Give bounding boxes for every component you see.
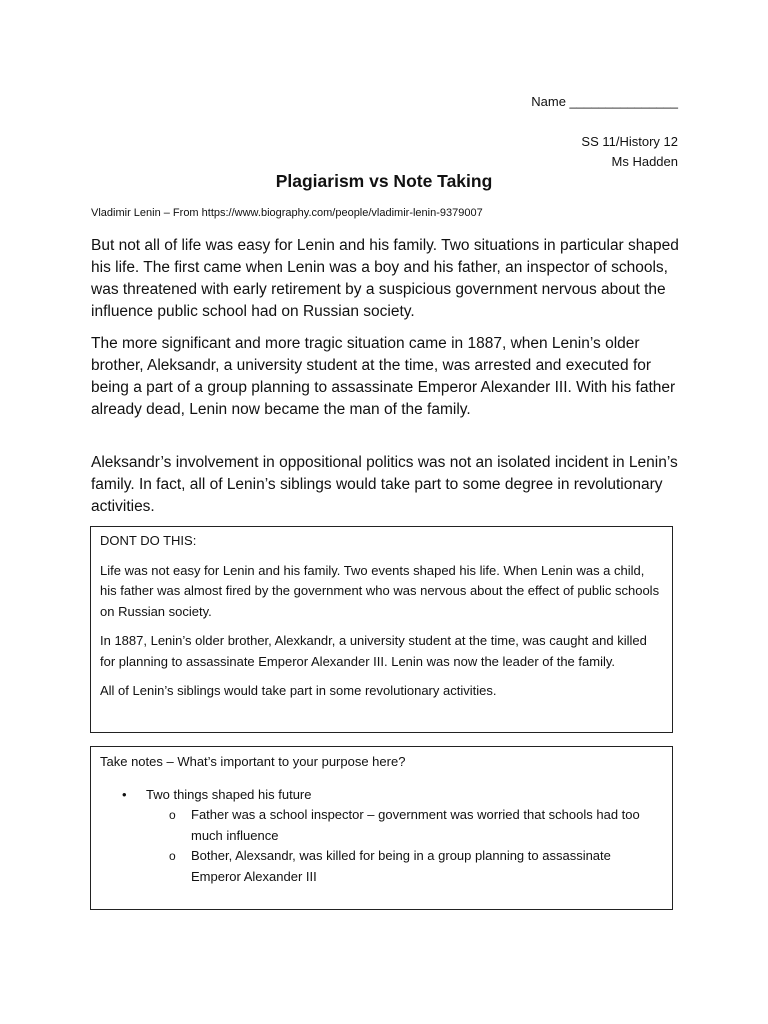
student-name-line: Name _______________ xyxy=(531,94,678,109)
bullet-icon: • xyxy=(122,786,127,802)
passage-paragraph-2: The more significant and more tragic situation came in 1887, when Lenin’s older brother, Aleksandr, a university student at the time, was arrested and executed for being a part of a group planning to assassinate Emperor Alexander III. With his father already dead, Lenin now became the man of the family. xyxy=(91,335,676,418)
passage-paragraph-1: But not all of life was easy for Lenin and his family. Two situations in particular shaped his life. The first came when Lenin was a boy and his father, an inspector of schools, was threatened with early retirement by a suspicious government nervous about the influence public school had on Russian society. xyxy=(91,237,679,320)
notes-subitem xyxy=(100,846,663,887)
circle-bullet-icon: o xyxy=(169,849,176,863)
notes-box-heading: Take notes – What’s important to your purpose here? xyxy=(100,754,406,769)
passage-paragraph-3: Aleksandr’s involvement in oppositional politics was not an isolated incident in Lenin’s family. In fact, all of Lenin’s siblings would take part to some degree in revolutionary activities. xyxy=(91,454,678,515)
teacher-name: Ms Hadden xyxy=(611,154,678,169)
dont-box-paragraph-3: All of Lenin’s siblings would take part in some revolutionary activities. xyxy=(100,683,497,698)
page-title: Plagiarism vs Note Taking xyxy=(275,171,493,191)
dont-box-paragraph-1: Life was not easy for Lenin and his family. Two events shaped his life. When Lenin was a child, his father was almost fired by the government who was nervous about the effect of public schools on Russian society. xyxy=(100,562,660,619)
notes-bullet-item xyxy=(100,785,663,806)
notes-bullet-text: Two things shaped his future xyxy=(146,786,312,802)
dont-box-paragraph-2: In 1887, Lenin’s older brother, Alexkandr, a university student at the time, was caught and killed for planning to assassinate Emperor Alexander III. Lenin was now the leader of the family. xyxy=(100,633,647,669)
dont-do-this-box xyxy=(90,526,673,733)
notes-subitem-text: Bother, Alexsandr, was killed for being in a group planning to assassinate Emperor Alexander III xyxy=(191,848,611,884)
course-info xyxy=(581,132,678,172)
dont-box-heading: DONT DO THIS: xyxy=(100,533,197,548)
circle-bullet-icon: o xyxy=(169,808,176,822)
notes-subitem xyxy=(100,805,663,846)
take-notes-box xyxy=(90,746,673,910)
notes-subitem-text: Father was a school inspector – government was worried that schools had too much influence xyxy=(191,807,640,843)
course-label: SS 11/History 12 xyxy=(581,134,678,149)
source-citation: Vladimir Lenin – From https://www.biography.com/people/vladimir-lenin-9379007 xyxy=(91,207,483,219)
